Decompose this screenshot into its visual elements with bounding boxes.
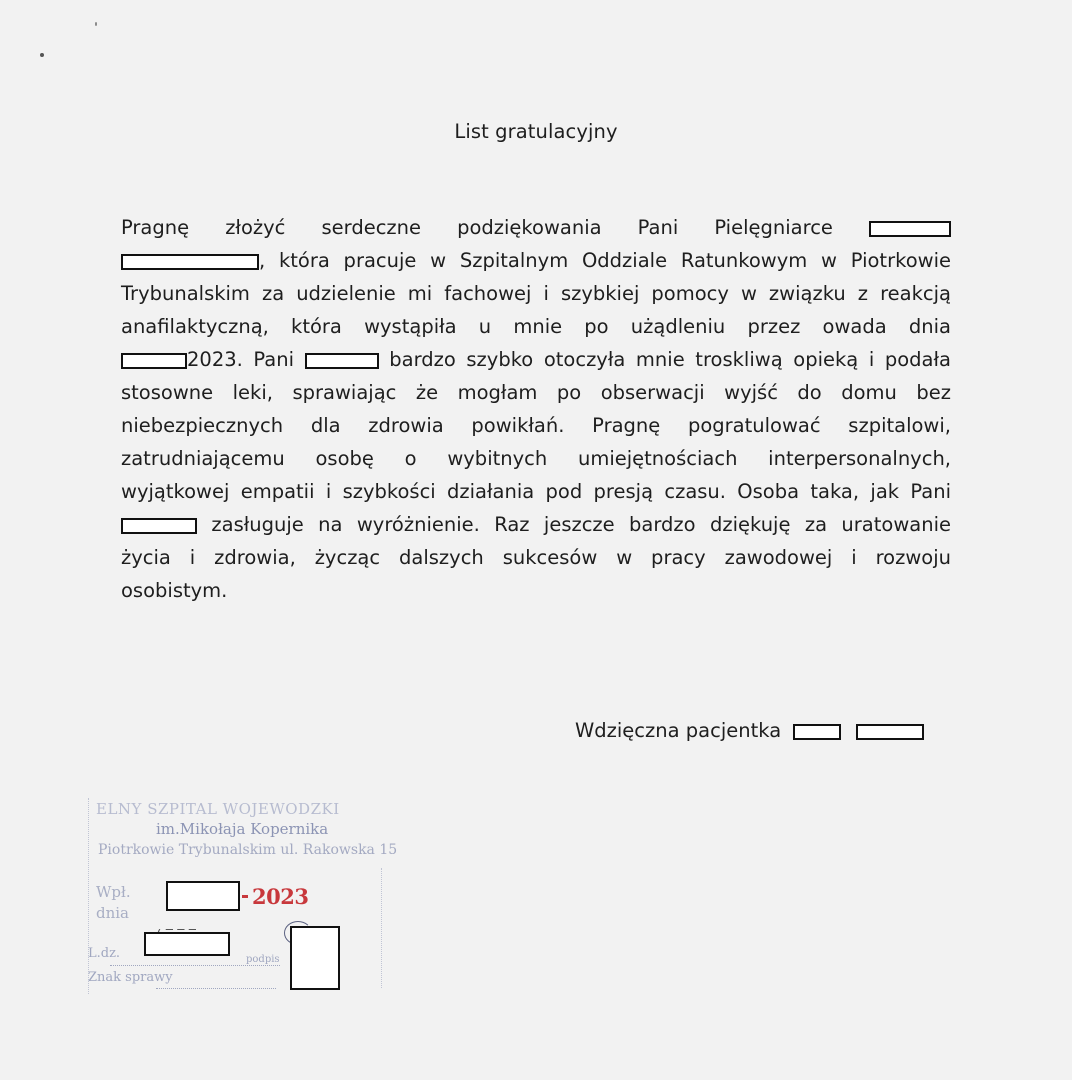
stamp-dotted-line [156, 988, 276, 989]
redacted-name [793, 724, 841, 740]
body-text: zatrudniającemu osobę o wybitnych umiejętnościach interpersonalnych, [121, 447, 951, 470]
redacted-signature [290, 926, 340, 990]
stamp-address: Piotrkowie Trybunalskim ul. Rakowska 15 [98, 842, 398, 858]
body-text: bardzo szybko otoczyła mnie troskliwą opieką i podała [378, 348, 951, 371]
body-text: osobistym. [121, 579, 228, 602]
signature-line [575, 719, 924, 742]
body-text: , która pracuje w Szpitalnym Oddziale Ratunkowym w Piotrkowie [259, 249, 951, 272]
scan-speck [95, 22, 97, 26]
body-line [121, 541, 951, 574]
stamp-date-label: dnia [96, 904, 130, 922]
redacted-surname [856, 724, 924, 740]
body-text: niebezpiecznych dla zdrowia powikłań. Pragnę pogratulować szpitalowi, [121, 414, 951, 437]
body-line [121, 475, 951, 508]
stamp-case-label: Znak sprawy [88, 970, 173, 985]
body-line [121, 409, 951, 442]
stamp-hospital-patron: im.Mikołaja Kopernika [156, 820, 329, 838]
stamp-ldz-label: L.dz. [88, 946, 121, 961]
body-line [121, 211, 951, 244]
body-text: wyjątkowej empatii i szybkości działania pod presją czasu. Osoba taka, jak Pani [121, 480, 951, 503]
stamp-dash [242, 895, 248, 898]
redacted-date [166, 881, 240, 911]
signature-label: Wdzięczna pacjentka [575, 719, 782, 742]
body-line [121, 442, 951, 475]
redacted-text [121, 254, 259, 270]
body-line [121, 508, 951, 541]
redacted-text [121, 518, 197, 534]
body-text: stosowne leki, sprawiając że mogłam po obserwacji wyjść do domu bez [121, 381, 951, 404]
body-line [121, 343, 951, 376]
stamp-received-label: Wpł. [96, 883, 131, 901]
stamp-hospital-name: ELNY SZPITAL WOJEWODZKI [96, 800, 340, 818]
body-text: Trybunalskim za udzielenie mi fachowej i szybkiej pomocy w związku z reakcją [121, 282, 951, 305]
body-text: anafilaktyczną, która wystąpiła u mnie po użądleniu przez owada dnia [121, 315, 951, 338]
body-line [121, 277, 951, 310]
scan-speck [40, 53, 44, 57]
letter-body [121, 211, 951, 607]
stamp-signature-label: podpis [246, 954, 280, 965]
document-title: List gratulacyjny [454, 120, 618, 143]
stamp-border [381, 868, 383, 988]
body-line [121, 244, 951, 277]
stamp-year: 2023 [252, 884, 309, 909]
redacted-text [305, 353, 379, 369]
body-line [121, 574, 951, 607]
redacted-number [144, 932, 230, 956]
stamp-border [88, 798, 90, 994]
redacted-text [869, 221, 951, 237]
body-text: zasługuje na wyróżnienie. Raz jeszcze bardzo dziękuję za uratowanie [197, 513, 951, 536]
body-line [121, 310, 951, 343]
stamp-dotted-line [110, 965, 280, 966]
registry-stamp [86, 798, 398, 994]
body-text: życia i zdrowia, życząc dalszych sukcesów w pracy zawodowej i rozwoju [121, 546, 951, 569]
body-text: 2023. Pani [187, 348, 305, 371]
redacted-text [121, 353, 187, 369]
body-text: Pragnę złożyć serdeczne podziękowania Pani Pielęgniarce [121, 216, 869, 239]
body-line [121, 376, 951, 409]
